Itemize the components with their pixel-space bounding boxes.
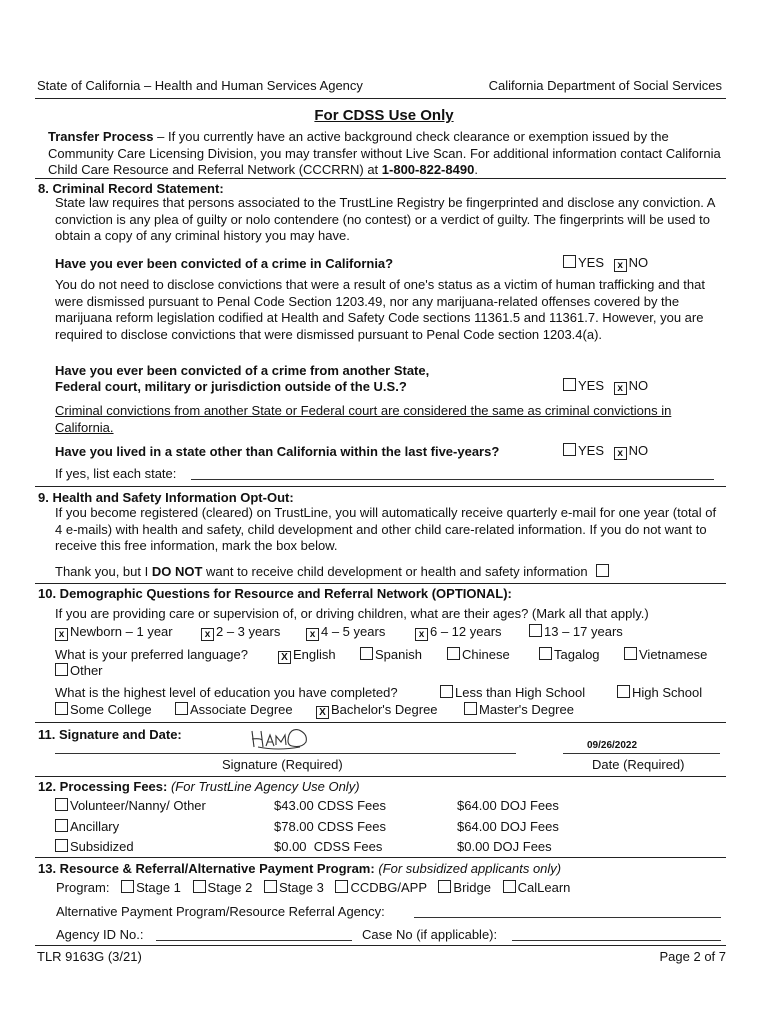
q2-question-line1: Have you ever been convicted of a crime from another State, xyxy=(55,363,430,378)
fee-cdss: $78.00 CDSS Fees xyxy=(274,819,387,834)
section8-heading: 8. Criminal Record Statement: xyxy=(38,181,224,196)
optout-checkbox[interactable] xyxy=(596,564,609,577)
fee-cdss: $0.00 CDSS Fees xyxy=(274,839,383,854)
q2-question-line2: Federal court, military or jurisdiction outside of the U.S.? xyxy=(55,379,407,394)
optout-pre: Thank you, but I xyxy=(55,564,152,579)
q3-question: Have you lived in a state other than California within the last five-years? xyxy=(55,444,500,459)
age-checkbox[interactable]: x xyxy=(306,628,319,641)
fee-checkbox[interactable] xyxy=(55,798,68,811)
age-option xyxy=(529,624,623,639)
disclosure-text: You do not need to disclose convictions that were a result of one's status as a victim of human trafficking and that were dismissed pursuant to Penal Code Section 1203.49, nor any marijuana-related offenses covered by the marijuana reform legislation codified at Health and Safety Code sections 11361.5 and 11361.7. However, you are required to disclose convictions that were dismissed pursuant to Penal Code section 1203.4(a). xyxy=(55,277,705,342)
education-option xyxy=(440,685,585,700)
section-divider xyxy=(35,776,726,777)
program-checkbox[interactable] xyxy=(193,880,206,893)
program-label: Program: xyxy=(56,880,110,895)
education-label: High School xyxy=(632,685,703,700)
fee-row-label xyxy=(55,798,206,813)
language-option xyxy=(539,647,600,662)
date-value: 09/26/2022 xyxy=(587,740,638,751)
language-label: English xyxy=(293,647,336,662)
program-option-label: CCDBG/APP xyxy=(350,880,427,895)
education-option xyxy=(55,702,152,717)
q1-no-label: NO xyxy=(628,255,649,270)
age-label: 6 – 12 years xyxy=(430,624,502,639)
section12-heading: 12. Processing Fees: xyxy=(38,779,168,794)
q1-yes-label: YES xyxy=(578,255,605,270)
program-option-label: CalLearn xyxy=(517,880,571,895)
education-label: Associate Degree xyxy=(190,702,293,717)
section13-heading-row xyxy=(38,861,561,876)
fee-doj: $64.00 DOJ Fees xyxy=(457,819,559,834)
fee-label: Ancillary xyxy=(70,819,120,834)
age-option xyxy=(201,624,280,641)
case-input[interactable] xyxy=(512,940,721,941)
language-question: What is your preferred language? xyxy=(55,647,248,662)
footer-rule xyxy=(35,945,726,946)
transfer-label: Transfer Process xyxy=(48,129,154,144)
program-checkbox[interactable] xyxy=(121,880,134,893)
transfer-body: – If you currently have an active background check clearance or exemption issued by the Community Care Licensing Division, you may transfer without Live Scan. For additional information contact California Child Care Resource and Referral Network (CCCRRN) at xyxy=(48,129,721,177)
header-rule xyxy=(35,98,726,99)
language-label: Chinese xyxy=(462,647,510,662)
education-label: Some College xyxy=(70,702,152,717)
education-checkbox[interactable] xyxy=(617,685,630,698)
language-label: Spanish xyxy=(375,647,422,662)
language-checkbox[interactable] xyxy=(624,647,637,660)
section-divider xyxy=(35,722,726,723)
q2-answer xyxy=(563,378,648,395)
language-label: Vietnamese xyxy=(639,647,708,662)
education-option xyxy=(464,702,574,717)
page-number: Page 2 of 7 xyxy=(659,949,726,964)
section-divider xyxy=(35,486,726,487)
language-option xyxy=(360,647,422,662)
program-row xyxy=(56,880,570,895)
education-checkbox[interactable] xyxy=(464,702,477,715)
fee-doj: $64.00 DOJ Fees xyxy=(457,798,559,813)
q3-no-label: NO xyxy=(628,443,649,458)
language-option xyxy=(55,663,103,678)
language-checkbox[interactable] xyxy=(360,647,373,660)
q3-yes-label: YES xyxy=(578,443,605,458)
section11-heading: 11. Signature and Date: xyxy=(38,727,182,742)
list-states-input[interactable] xyxy=(191,479,714,480)
q3-no-checkbox[interactable]: x xyxy=(614,447,627,460)
program-checkbox[interactable] xyxy=(335,880,348,893)
agency-label: Alternative Payment Program/Resource Referral Agency: xyxy=(56,904,385,919)
fee-row-label xyxy=(55,819,119,834)
section13-note: (For subsidized applicants only) xyxy=(378,861,562,876)
agency-id-label: Agency ID No.: xyxy=(56,927,144,942)
program-checkbox[interactable] xyxy=(503,880,516,893)
program-option-label: Stage 1 xyxy=(136,880,181,895)
section10-heading: 10. Demographic Questions for Resource and Referral Network (OPTIONAL): xyxy=(38,586,512,601)
transfer-process-text xyxy=(48,129,724,179)
section12-heading-row xyxy=(38,779,360,794)
fee-checkbox[interactable] xyxy=(55,839,68,852)
language-option xyxy=(624,647,707,662)
optout-statement xyxy=(55,564,611,579)
fee-label: Subsidized xyxy=(70,839,134,854)
form-id: TLR 9163G (3/21) xyxy=(37,949,142,964)
education-label: Master's Degree xyxy=(479,702,574,717)
age-option xyxy=(55,624,173,641)
education-checkbox[interactable] xyxy=(175,702,188,715)
section-divider xyxy=(35,583,726,584)
fee-row-label xyxy=(55,839,134,854)
program-option-label: Bridge xyxy=(453,880,491,895)
q1-question: Have you ever been convicted of a crime in California? xyxy=(55,256,394,271)
q2-no-label: NO xyxy=(628,378,649,393)
section8-intro: State law requires that persons associated to the TrustLine Registry be fingerprinted and disclose any conviction. A conviction is any plea of guilty or nolo contendere (no contest) or a verdict of guilty. The fingerprints will be used to obtain a copy of any criminal history you may have. xyxy=(55,195,715,243)
language-checkbox[interactable] xyxy=(539,647,552,660)
fee-checkbox[interactable] xyxy=(55,819,68,832)
age-checkbox[interactable]: x xyxy=(55,628,68,641)
fee-doj: $0.00 DOJ Fees xyxy=(457,839,552,854)
language-option xyxy=(447,647,510,662)
language-checkbox[interactable]: X xyxy=(278,651,291,664)
date-label: Date (Required) xyxy=(592,757,685,772)
transfer-end: . xyxy=(474,162,478,177)
language-option xyxy=(278,647,336,664)
program-option-label: Stage 2 xyxy=(207,880,253,895)
education-checkbox[interactable] xyxy=(440,685,453,698)
q2-yes-checkbox[interactable] xyxy=(563,378,576,391)
fee-cdss: $43.00 CDSS Fees xyxy=(274,798,387,813)
q3-answer xyxy=(563,443,648,460)
language-checkbox[interactable] xyxy=(55,663,68,676)
education-checkbox[interactable]: X xyxy=(316,706,329,719)
age-label: 4 – 5 years xyxy=(321,624,386,639)
education-checkbox[interactable] xyxy=(55,702,68,715)
education-label: Less than High School xyxy=(455,685,586,700)
program-option-label: Stage 3 xyxy=(279,880,324,895)
ages-question: If you are providing care or supervision of, or driving children, what are their ages? (Mark all that apply.) xyxy=(55,606,649,621)
age-label: 2 – 3 years xyxy=(216,624,281,639)
q2-no-checkbox[interactable]: x xyxy=(614,382,627,395)
education-option xyxy=(175,702,293,717)
signature-image xyxy=(248,726,326,752)
section12-note: (For TrustLine Agency Use Only) xyxy=(170,779,360,794)
optout-bold: DO NOT xyxy=(151,564,203,579)
q1-answer xyxy=(563,255,648,272)
page-title: For CDSS Use Only xyxy=(314,107,454,124)
age-checkbox[interactable]: x xyxy=(201,628,214,641)
age-label: Newborn – 1 year xyxy=(70,624,173,639)
education-label: Bachelor's Degree xyxy=(331,702,438,717)
q3-yes-checkbox[interactable] xyxy=(563,443,576,456)
age-option xyxy=(415,624,502,641)
age-checkbox[interactable] xyxy=(529,624,542,637)
agency-id-input[interactable] xyxy=(156,940,352,941)
signature-label: Signature (Required) xyxy=(222,757,343,772)
age-option xyxy=(306,624,385,641)
signature-input[interactable] xyxy=(55,753,516,754)
age-label: 13 – 17 years xyxy=(544,624,623,639)
education-option xyxy=(316,702,438,719)
section-divider xyxy=(35,178,726,179)
case-label: Case No (if applicable): xyxy=(362,927,498,942)
section9-text: If you become registered (cleared) on TrustLine, you will automatically receive quarterly e-mail for one year (total of 4 e-mails) with health and safety, child development and other child care-related information. If you do not want to receive this free information, mark the box below. xyxy=(55,505,717,553)
q1-yes-checkbox[interactable] xyxy=(563,255,576,268)
section9-heading: 9. Health and Safety Information Opt-Out: xyxy=(38,490,294,505)
fee-label: Volunteer/Nanny/ Other xyxy=(70,798,206,813)
language-checkbox[interactable] xyxy=(447,647,460,660)
date-input[interactable] xyxy=(563,753,720,754)
language-label: Other xyxy=(70,663,103,678)
education-question: What is the highest level of education you have completed? xyxy=(55,685,398,700)
list-states-label: If yes, list each state: xyxy=(55,466,177,481)
education-option xyxy=(617,685,702,700)
language-label: Tagalog xyxy=(554,647,600,662)
transfer-phone: 1-800-822-8490 xyxy=(381,162,475,177)
section-divider xyxy=(35,857,726,858)
age-checkbox[interactable]: x xyxy=(415,628,428,641)
q2-yes-label: YES xyxy=(578,378,605,393)
program-checkbox[interactable] xyxy=(264,880,277,893)
section13-heading: 13. Resource & Referral/Alternative Payment Program: xyxy=(38,861,375,876)
q1-no-checkbox[interactable]: x xyxy=(614,259,627,272)
agency-left: State of California – Health and Human Services Agency xyxy=(37,78,363,93)
program-checkbox[interactable] xyxy=(438,880,451,893)
agency-input[interactable] xyxy=(414,917,721,918)
optout-post: want to receive child development or health and safety information xyxy=(202,564,588,579)
agency-right: California Department of Social Services xyxy=(488,78,722,93)
conviction-note: Criminal convictions from another State or Federal court are considered the same as criminal convictions in California. xyxy=(55,403,672,435)
